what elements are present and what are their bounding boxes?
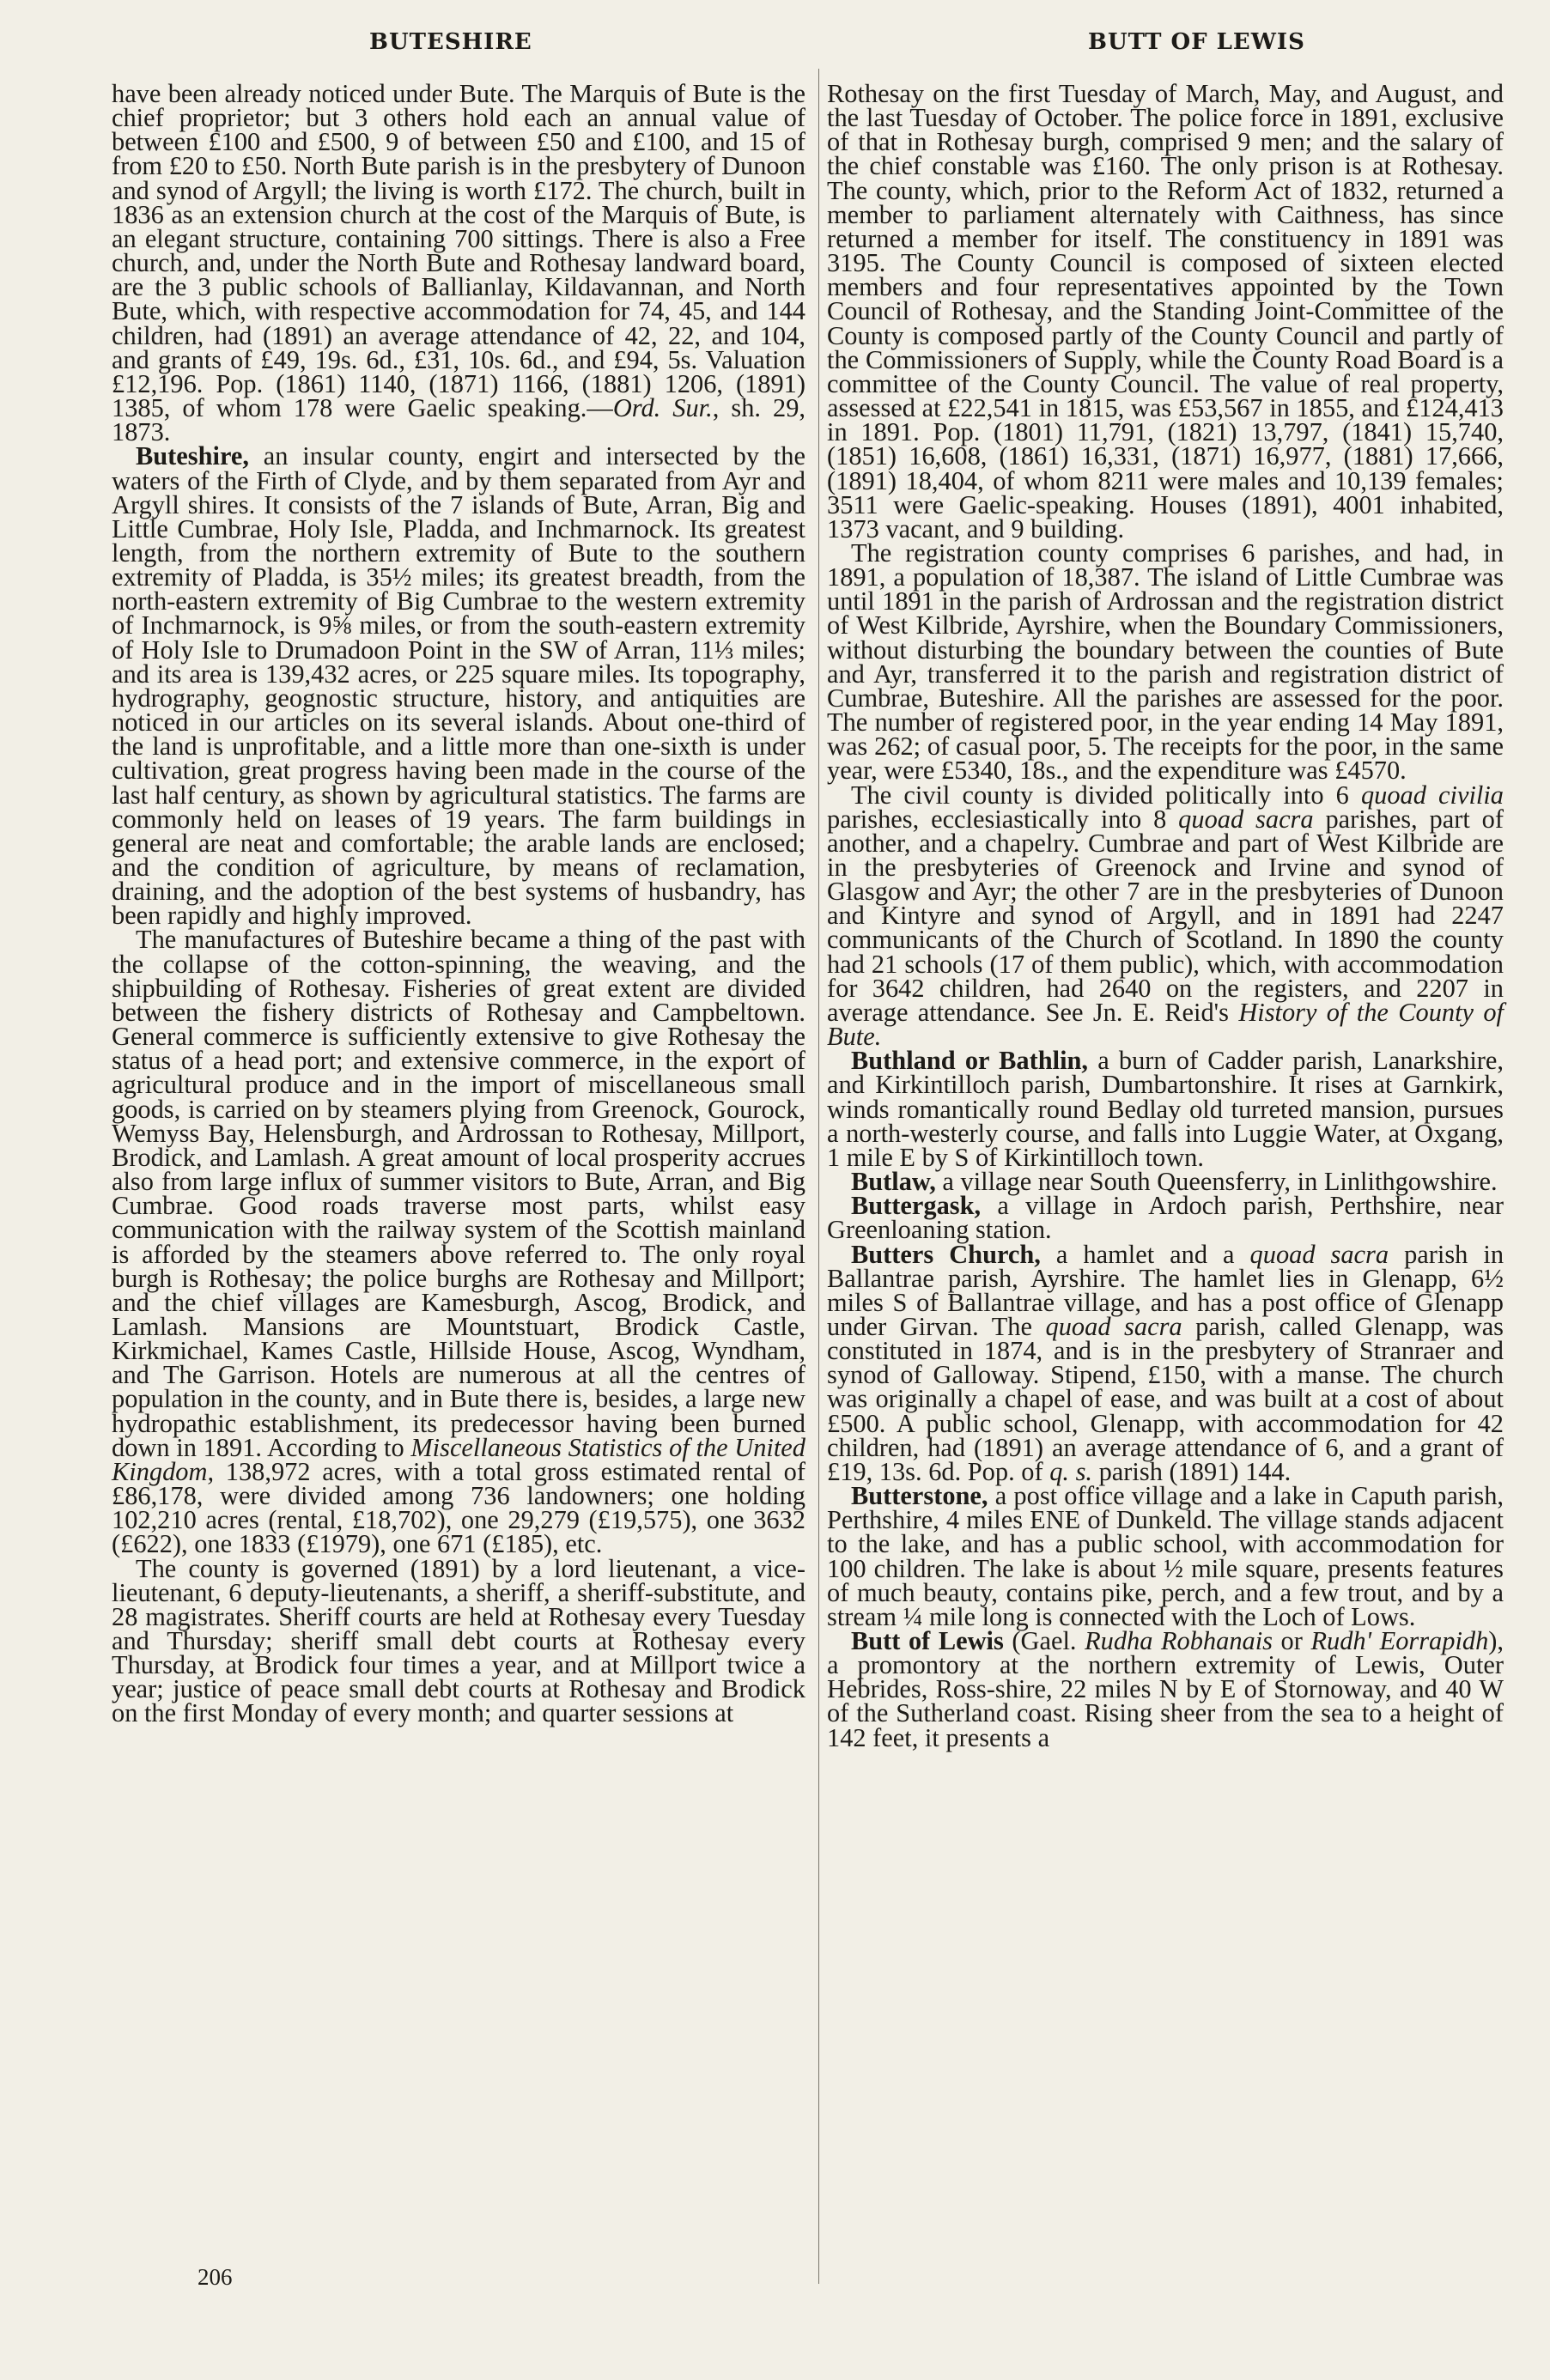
entry-butt-of-lewis — [827, 1626, 1504, 1752]
italic-term: Rudh' Eorrapidh — [1310, 1626, 1489, 1655]
text-run: ), a promontory at the northern extremity of Lewis, Outer Hebrides, Ross-shire, 22 miles N by E of Stornoway, and 40 W of the Sutherland coast. Rising sheer from the sea to a height of 142 feet, it presents a — [827, 1626, 1504, 1752]
text-run: (Gael. — [1003, 1626, 1085, 1655]
entry-title: Butterstone, — [851, 1481, 988, 1511]
left-column — [112, 79, 806, 1728]
reference: Miscellaneous Statistics of the United Kingdom, — [112, 1432, 805, 1486]
text-run: parish (1891) 144. — [1092, 1456, 1292, 1486]
entry-buteshire — [112, 441, 805, 931]
entry-body: a village near South Queensferry, in Linlithgowshire. — [935, 1167, 1498, 1197]
text-run: parish, called Glenapp, was constituted in 1874, and is in the presbytery of Stranraer and synod of Galloway. Stipend, £150, with a manse. The church was originally a chapel of ease, and was built at a cost of about £500. A public school, Glenapp, with accommodation for 42 children, had (1891) an average attendance of 6, and a grant of £19, 13s. 6d. Pop. of — [827, 1311, 1504, 1486]
entry-body: a burn of Cadder parish, Lanarkshire, and Kirkintilloch parish, Dumbartonshire. It rises at Garnkirk, winds romantically round Bedlay old turreted mansion, pursues a north-westerly course, and falls into Luggie Water, at Oxgang, 1 mile E by S of Kirkintilloch town. — [827, 1046, 1504, 1172]
text-run: parish in Ballantrae parish, Ayrshire. The hamlet lies in Glenapp, 6½ miles S of Ballantrae village, and has a post office of Glenapp under Girvan. The — [827, 1239, 1504, 1341]
paragraph — [827, 780, 1504, 1052]
running-head-right: BUTT OF LEWIS — [1088, 29, 1305, 55]
entry-title: Buthland or Bathlin, — [851, 1046, 1089, 1076]
running-head-left: BUTESHIRE — [369, 29, 532, 55]
text-run: The civil county is divided politically into 6 — [851, 780, 1361, 810]
right-column — [827, 79, 1504, 1752]
paragraph: The registration county comprises 6 parishes, and had, in 1891, a population of 18,387. The island of Little Cumbrae was until 1891 in the parish of Ardrossan and the registration district of West Kilbride, Ayrshire, when the Boundary Commissioners, without disturbing the boundary between the counties of Bute and Ayr, transferred it to the parish and registration district of Cumbrae, Buteshire. All the parishes are assessed for the poor. The number of registered poor, in the year ending 14 May 1891, was 262; of casual poor, 5. The receipts for the poor, in the same year, were £5340, 18s., and the expenditure was £4570. — [827, 537, 1504, 786]
paragraph — [112, 79, 806, 447]
text-run: 138,972 acres, with a total gross estimated rental of £86,178, were divided among 736 landowners; one holding 102,210 acres (rental, £18,702), one 29,279 (£19,575), one 3632 (£622), one 1833 (£1979), one 671 (£185), etc. — [112, 1456, 805, 1559]
reference: History of the County of Bute. — [827, 997, 1504, 1052]
entry-buthland — [827, 1046, 1504, 1172]
entry-butters-church — [827, 1239, 1504, 1486]
entry-body: a post office village and a lake in Caputh parish, Perthshire, 4 miles ENE of Dunkeld. The village stands adjacent to the lake, and has a public school, with accommodation for 100 children. The lake is about ½ mile square, presents features of much beauty, contains pike, perch, and a few trout, and by a stream ¼ mile long is connected with the Loch of Lows. — [827, 1481, 1504, 1631]
italic-term: quoad civilia — [1360, 780, 1504, 810]
entry-title: Butt of Lewis — [851, 1626, 1004, 1655]
paragraph: Rothesay on the first Tuesday of March, May, and August, and the last Tuesday of October. The police force in 1891, exclusive of that in Rothesay burgh, comprised 9 men; and the salary of the chief constable was £160. The only prison is at Rothesay. The county, which, prior to the Reform Act of 1832, returned a member to parliament alternately with Caithness, has since returned a member for itself. The constituency in 1891 was 3195. The County Council is composed of sixteen elected members and four representatives appointed by the Town Council of Rothesay, and the Standing Joint-Committee of the County is composed partly of the County Council and partly of the Commissioners of Supply, while the County Road Board is a committee of the County Council. The value of real property, assessed at £22,541 in 1815, was £53,567 in 1855, and £124,413 in 1891. Pop. (1801) 11,791, (1821) 13,797, (1841) 15,740, (1851) 16,608, (1861) 16,331, (1871) 16,977, (1881) 17,666, (1891) 18,404, of whom 8211 were males and 10,139 females; 3511 were Gaelic-speaking. Houses (1891), 4001 inhabited, 1373 vacant, and 9 building. — [827, 79, 1504, 543]
entry-body: an insular county, engirt and intersected by the waters of the Firth of Clyde, and by them separated from Ayr and Argyll shires. It consists of the 7 islands of Bute, Arran, Big and Little Cumbrae, Holy Isle, Pladda, and Inchmarnock. Its greatest length, from the northern extremity of Bute to the southern extremity of Pladda, is 35½ miles; its greatest breadth, from the north-eastern extremity of Big Cumbrae to the western extremity of Inchmarnock, is 9⅝ miles, or from the south-eastern extremity of Holy Isle to Drumadoon Point in the SW of Arran, 11⅓ miles; and its area is 139,432 acres, or 225 square miles. Its topography, hydrography, geognostic structure, history, and antiquities are noticed in our articles on its several islands. About one-third of the land is unprofitable, and a little more than one-sixth is under cultivation, great progress having been made in the course of the last half century, as shown by agricultural statistics. The farms are commonly held on leases of 19 years. The farm buildings in general are neat and comfortable; the arable lands are enclosed; and the condition of agriculture, by means of reclamation, draining, and the adoption of the best systems of husbandry, has been rapidly and highly improved. — [112, 441, 805, 931]
italic-term: q. s. — [1049, 1456, 1093, 1486]
text-run: have been already noticed under Bute. The Marquis of Bute is the chief proprietor; but 3 others hold each an annual value of between £100 and £500, 9 of between £50 and £100, and 15 of from £20 to £50. North Bute parish is in the presbytery of Dunoon and synod of Argyll; the living is worth £172. The church, built in 1836 as an extension church at the cost of the Marquis of Bute, is an elegant structure, containing 700 sittings. There is also a Free church, and, under the North Bute and Rothesay landward board, are the 3 public schools of Ballianlay, Kildavannan, and North Bute, which, with respective accommodation for 74, 45, and 144 children, had (1891) an average attendance of 42, 22, and 104, and grants of £49, 19s. 6d., £31, 10s. 6d., and £94, 5s. Valuation £12,196. Pop. (1861) 1140, (1871) 1166, (1881) 1206, (1891) 1385, of whom 178 were Gaelic speaking.— — [112, 79, 805, 423]
text-run: parishes, part of another, and a chapelry. Cumbrae and part of West Kilbride are in the presbyteries of Greenock and Irvine and synod of Glasgow and Ayr; the other 7 are in the presbyteries of Dunoon and Kintyre and synod of Argyll, and in 1891 had 2247 communicants of the Church of Scotland. In 1890 the county had 21 schools (17 of them public), which, with accommodation for 3642 children, had 2640 on the registers, and 2207 in average attendance. See Jn. E. Reid's — [827, 804, 1504, 1027]
entry-title: Butlaw, — [851, 1167, 936, 1197]
text-run: parishes, ecclesiastically into 8 — [827, 804, 1179, 834]
entry-title: Buteshire, — [136, 441, 249, 471]
entry-butlaw — [827, 1167, 1504, 1197]
reference: Ord. Sur. — [612, 393, 713, 423]
text-run: or — [1272, 1626, 1311, 1655]
text-run: The manufactures of Buteshire became a thing of the past with the collapse of the cotton-spinning, the weaving, and the shipbuilding of Rothesay. Fisheries of great extent are divided between the fishery districts of Rothesay and Campbeltown. General commerce is sufficiently extensive to give Rothesay the status of a head port; and extensive commerce, in the export of agricultural produce and in the import of miscellaneous small goods, is carried on by steamers plying from Greenock, Gourock, Wemyss Bay, Helensburgh, and Ardrossan to Rothesay, Millport, Brodick, and Lamlash. A great amount of local prosperity accrues also from large influx of summer visitors to Bute, Arran, and Big Cumbrae. Good roads traverse most parts, whilst easy communication with the railway system of the Scottish mainland is afforded by the steamers above referred to. The only royal burgh is Rothesay; the police burghs are Rothesay and Millport; and the chief villages are Kamesburgh, Ascog, Brodick, and Lamlash. Mansions are Mountstuart, Brodick Castle, Kirkmichael, Kames Castle, Hillside House, Ascog, Wyndham, and The Garrison. Hotels are numerous at all the centres of population in the county, and in Bute there is, besides, a large new hydropathic establishment, its predecessor having been burned down in 1891. According to — [112, 925, 805, 1462]
italic-term: quoad sacra — [1178, 804, 1314, 834]
entry-title: Buttergask, — [851, 1191, 982, 1221]
entry-title: Butters Church, — [851, 1239, 1041, 1269]
paragraph — [112, 925, 805, 1559]
page-number: 206 — [198, 2264, 233, 2290]
entry-body: a village in Ardoch parish, Perthshire, near Greenloaning station. — [827, 1191, 1504, 1245]
entry-buttergask — [827, 1191, 1504, 1245]
column-divider — [818, 69, 819, 2284]
italic-term: quoad sacra — [1045, 1311, 1182, 1341]
text-run: a hamlet and a — [1040, 1239, 1250, 1269]
italic-term: Rudha Robhanais — [1085, 1626, 1273, 1655]
paragraph: The county is governed (1891) by a lord lieutenant, a vice-lieutenant, 6 deputy-lieutenants, a sheriff, a sheriff-substitute, and 28 magistrates. Sheriff courts are held at Rothesay every Tuesday and Thursday; sheriff small debt courts at Rothesay every Thursday, at Brodick four times a year, and at Millport twice a year; justice of peace small debt courts at Rothesay and Brodick on the first Monday of every month; and quarter sessions at — [112, 1553, 805, 1728]
entry-butterstone — [827, 1481, 1504, 1631]
italic-term: quoad sacra — [1249, 1239, 1389, 1269]
text-run: , sh. 29, 1873. — [112, 393, 806, 447]
